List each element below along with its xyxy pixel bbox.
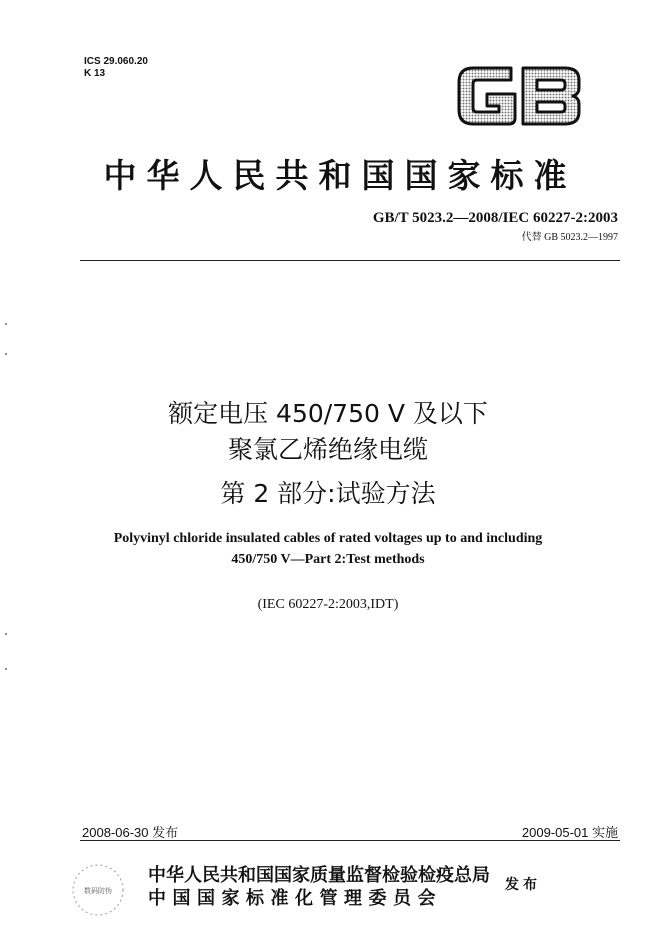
margin-mark	[5, 668, 7, 670]
svg-text:数码防伪: 数码防伪	[84, 887, 112, 895]
ics-code: ICS 29.060.20	[84, 56, 148, 67]
k-code: K 13	[84, 68, 106, 79]
standard-number: GB/T 5023.2—2008/IEC 60227-2:2003	[372, 210, 618, 226]
publish-label: 发布	[505, 877, 541, 893]
anti-counterfeit-seal	[70, 862, 126, 918]
title-cn-line1: 额定电压 450/750 V 及以下	[168, 399, 488, 428]
standard-name: 中华人民共和国国家标准	[103, 156, 577, 195]
replaces-note: 代替 GB 5023.2—1997	[521, 232, 618, 243]
iec-reference: (IEC 60227-2:2003,IDT)	[257, 597, 399, 612]
bottom-divider	[80, 840, 620, 841]
issue-date: 2008-06-30 发布	[82, 825, 179, 840]
title-en-line2: 450/750 V—Part 2:Test methods	[231, 552, 425, 567]
issuer-aqsiq: 中华人民共和国国家质量监督检验检疫总局	[148, 865, 490, 886]
top-divider	[80, 260, 620, 261]
title-cn-line3: 第 2 部分:试验方法	[220, 479, 436, 508]
margin-mark	[5, 633, 7, 635]
margin-mark	[5, 353, 7, 355]
title-cn-line2: 聚氯乙烯绝缘电缆	[227, 435, 428, 464]
gb-logo	[453, 60, 585, 132]
title-en-line1: Polyvinyl chloride insulated cables of rated voltages up to and including	[113, 531, 543, 546]
issuer-sac: 中国国家标准化管理委员会	[148, 888, 442, 909]
implementation-date: 2009-05-01 实施	[521, 825, 618, 840]
margin-mark	[5, 323, 7, 325]
